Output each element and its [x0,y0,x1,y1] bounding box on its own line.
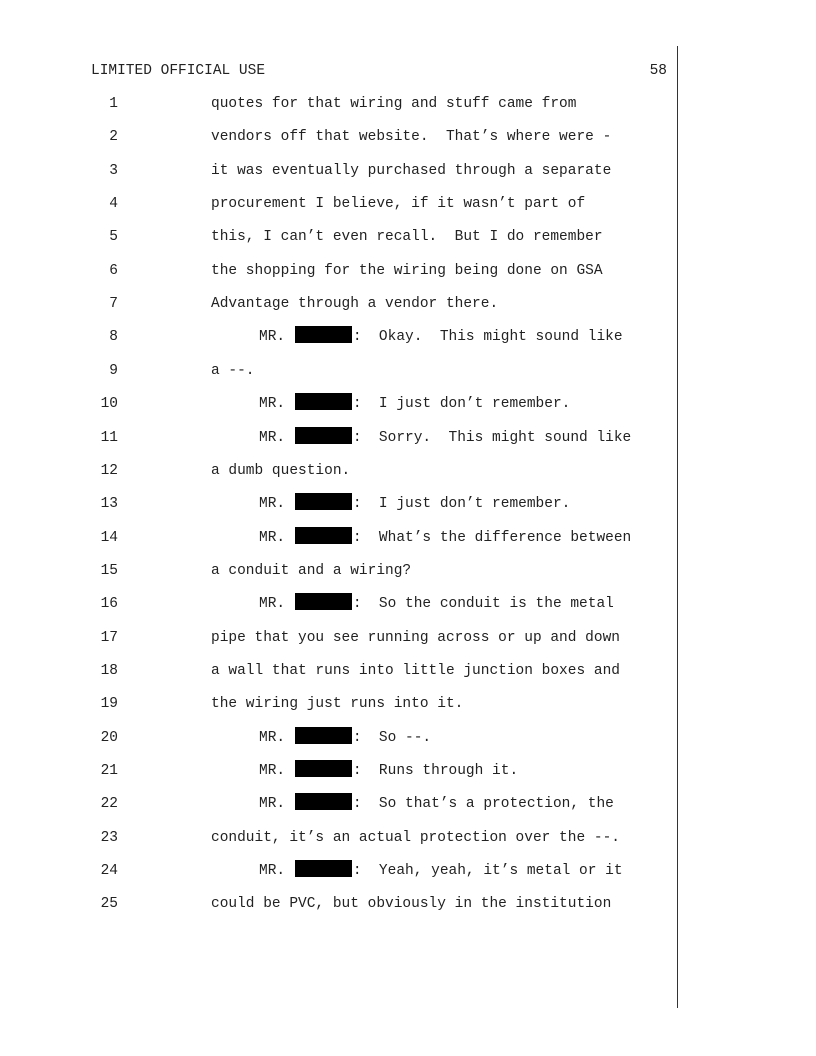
page-header [91,61,667,81]
line-text [211,193,585,215]
spoken-text: : Yeah, yeah, it’s metal or it [352,863,623,880]
line-text [259,860,623,882]
transcript-line [0,360,816,382]
speaker-label: MR. [259,529,286,546]
redaction-box [295,527,352,544]
speaker-label: MR. [259,863,286,880]
transcript-line [0,160,816,182]
line-text [259,727,431,749]
speaker-label: MR. [259,496,286,513]
line-number: 17 [100,629,118,646]
spoken-text: : So that’s a protection, the [352,796,614,813]
transcript-line [0,93,816,115]
line-number: 9 [109,362,118,379]
transcript-line [0,860,816,882]
line-text [259,393,570,415]
classification-marking: LIMITED OFFICIAL USE [91,63,266,79]
line-number: 21 [100,763,118,779]
transcript-line [0,460,816,482]
spoken-text: pipe that you see running across or up and down [211,629,620,646]
line-number: 11 [100,429,118,446]
transcript-line [0,326,816,348]
line-text [211,660,620,682]
transcript-line [0,193,816,215]
spoken-text: a dumb question. [211,462,351,479]
line-text [211,693,463,715]
line-number: 4 [109,196,118,213]
spoken-text: : What’s the difference between [352,529,632,546]
line-text [211,827,620,849]
spoken-text: this, I can’t even recall. But I do remember [211,229,603,246]
speaker-label: MR. [259,429,286,446]
speaker-label: MR. [259,729,286,746]
spoken-text: : Okay. This might sound like [352,329,623,346]
line-number: 2 [109,129,118,146]
line-text [259,493,570,515]
line-text [211,360,255,382]
line-text [259,593,614,615]
line-number: 7 [109,296,118,313]
spoken-text: : I just don’t remember. [352,496,571,513]
transcript-line [0,727,816,749]
transcript-line [0,893,816,915]
line-number: 13 [100,496,118,513]
spoken-text: it was eventually purchased through a separate [211,162,612,179]
line-number: 25 [100,896,118,913]
transcript-line [0,126,816,148]
spoken-text: a conduit and a wiring? [211,562,412,579]
spoken-text: : I just don’t remember. [352,396,571,413]
redaction-box [295,326,352,343]
redaction-box [295,393,352,410]
speaker-label: MR. [259,396,286,413]
spoken-text: a --. [211,362,255,379]
line-text [211,893,611,915]
redaction-box [295,793,352,810]
line-number: 12 [100,462,118,479]
transcript-line [0,427,816,449]
transcript-line [0,493,816,515]
line-number: 23 [100,829,118,846]
line-number: 22 [100,796,118,813]
transcript-line [0,393,816,415]
line-text [211,93,576,115]
spoken-text: quotes for that wiring and stuff came from [211,96,577,112]
line-text [259,326,623,348]
redaction-box [295,760,352,777]
line-number: 8 [109,329,118,346]
speaker-label: MR. [259,763,286,779]
line-number: 15 [100,562,118,579]
line-text [211,293,498,315]
spoken-text: : Runs through it. [352,763,519,779]
transcript-line [0,760,816,782]
line-text [211,226,603,248]
transcript-line [0,527,816,549]
line-number: 5 [109,229,118,246]
line-text [259,427,631,449]
line-text [211,460,350,482]
line-text [259,527,631,549]
line-text [259,793,614,815]
line-text [211,126,611,148]
transcript-line [0,560,816,582]
speaker-label: MR. [259,796,286,813]
line-number: 10 [100,396,118,413]
line-text [211,260,603,282]
line-number: 18 [100,662,118,679]
spoken-text: vendors off that website. That’s where were - [211,129,612,146]
spoken-text: the shopping for the wiring being done on GSA [211,262,603,279]
transcript-line [0,793,816,815]
transcript-line [0,260,816,282]
spoken-text: conduit, it’s an actual protection over the --. [211,829,620,846]
line-number: 19 [100,696,118,713]
transcript-line [0,293,816,315]
spoken-text: procurement I believe, if it wasn’t part of [211,196,586,213]
line-text [259,760,518,782]
line-number: 6 [109,262,118,279]
speaker-label: MR. [259,329,286,346]
transcript-line [0,693,816,715]
redaction-box [295,593,352,610]
spoken-text: the wiring just runs into it. [211,696,464,713]
transcript-line [0,827,816,849]
line-text [211,160,611,182]
page-number: 58 [649,63,667,79]
speaker-label: MR. [259,596,286,613]
line-number: 14 [100,529,118,546]
redaction-box [295,427,352,444]
spoken-text: : So the conduit is the metal [352,596,614,613]
spoken-text: could be PVC, but obviously in the institution [211,896,612,913]
line-text [211,627,620,649]
spoken-text: : Sorry. This might sound like [352,429,632,446]
transcript-line [0,627,816,649]
line-text [211,560,411,582]
redaction-box [295,860,352,877]
transcript-line [0,593,816,615]
line-number: 16 [100,596,118,613]
line-number: 24 [100,863,118,880]
line-number: 3 [109,162,118,179]
spoken-text: a wall that runs into little junction boxes and [211,662,620,679]
line-number: 20 [100,729,118,746]
transcript-line [0,660,816,682]
line-number: 1 [109,96,118,112]
transcript-line [0,226,816,248]
spoken-text: : So --. [352,729,432,746]
spoken-text: Advantage through a vendor there. [211,296,499,313]
redaction-box [295,727,352,744]
redaction-box [295,493,352,510]
